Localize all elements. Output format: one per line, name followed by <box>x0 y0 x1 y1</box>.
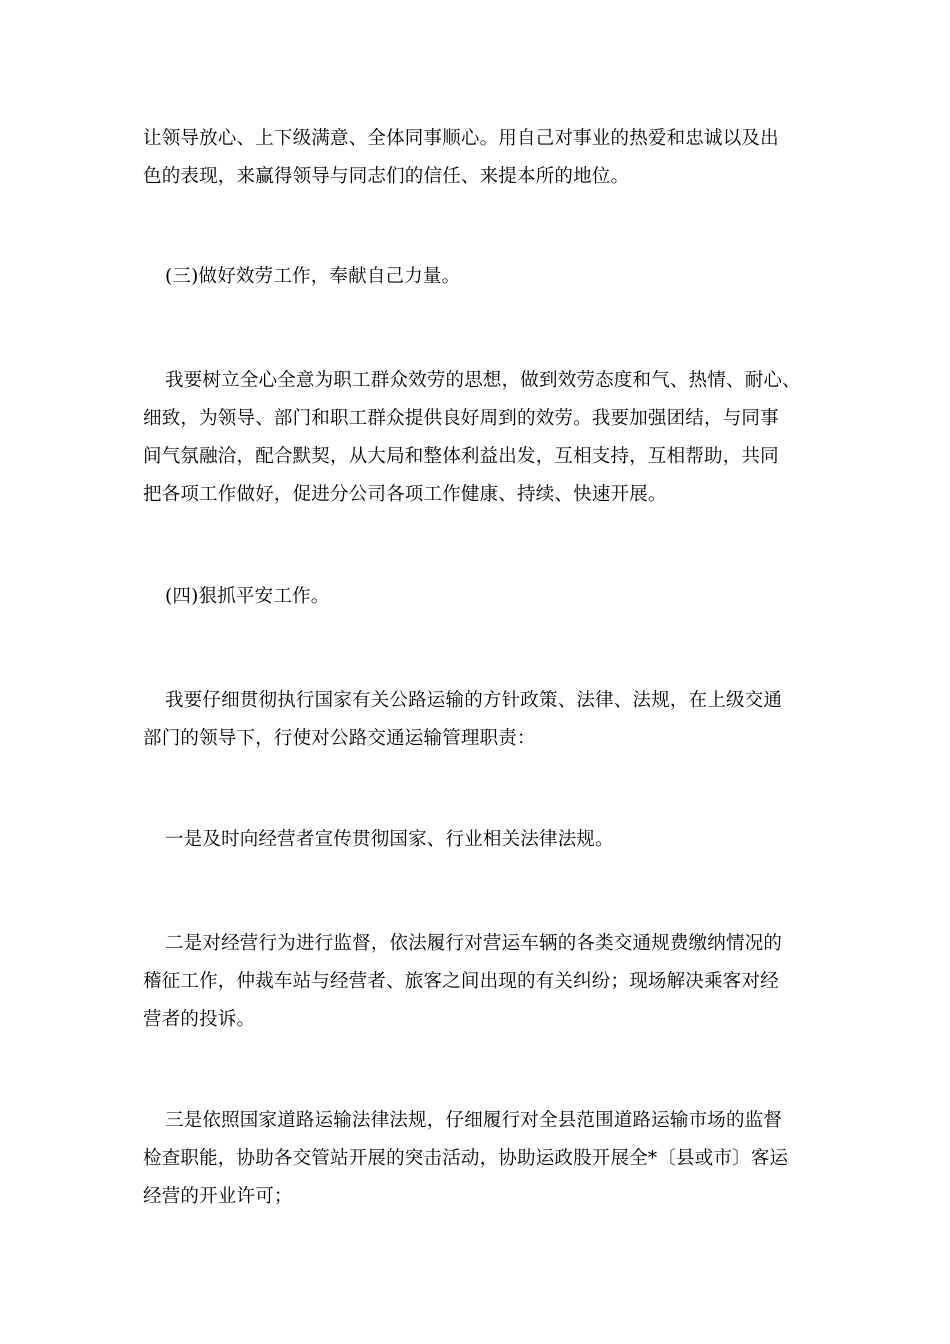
text-line: 把各项工作做好，促进分公司各项工作健康、持续、快速开展。 <box>143 484 667 505</box>
text-line: 经营的开业许可； <box>143 1186 293 1207</box>
item-two <box>143 925 808 1039</box>
text-line: 让领导放心、上下级满意、全体同事顺心。用自己对事业的热爱和忠诚以及出 <box>143 128 779 149</box>
text-line: 我要树立全心全意为职工群众效劳的思想，做到效劳态度和气、热情、耐心、 <box>165 370 801 391</box>
item-one <box>143 821 808 859</box>
paragraph-3 <box>143 682 808 758</box>
paragraph-1 <box>143 120 808 196</box>
text-line: (三)做好效劳工作，奉献自己力量。 <box>165 266 461 287</box>
text-line: 二是对经营行为进行监督，依法履行对营运车辆的各类交通规费缴纳情况的 <box>165 933 783 954</box>
section-heading-3 <box>143 258 808 296</box>
text-line: 我要仔细贯彻执行国家有关公路运输的方针政策、法律、法规，在上级交通 <box>165 690 783 711</box>
text-line: 细致，为领导、部门和职工群众提供良好周到的效劳。我要加强团结，与同事 <box>143 408 779 429</box>
text-line: 间气氛融洽，配合默契，从大局和整体利益出发，互相支持，互相帮助，共同 <box>143 446 779 467</box>
text-line: 检查职能，协助各交管站开展的突击活动，协助运政股开展全*〔县或市〕客运 <box>143 1148 789 1169</box>
text-line: 三是依照国家道路运输法律法规，仔细履行对全县范围道路运输市场的监督 <box>165 1110 783 1131</box>
text-line: 稽征工作，仲裁车站与经营者、旅客之间出现的有关纠纷；现场解决乘客对经 <box>143 971 779 992</box>
section-heading-4 <box>143 578 808 616</box>
item-three <box>143 1102 808 1216</box>
paragraph-2 <box>143 362 808 514</box>
text-line: 一是及时向经营者宣传贯彻国家、行业相关法律法规。 <box>165 829 614 850</box>
text-line: 色的表现，来赢得领导与同志们的信任、来提本所的地位。 <box>143 166 630 187</box>
text-line: 营者的投诉。 <box>143 1009 256 1030</box>
text-line: (四)狠抓平安工作。 <box>165 586 330 607</box>
text-line: 部门的领导下，行使对公路交通运输管理职责： <box>143 728 536 749</box>
